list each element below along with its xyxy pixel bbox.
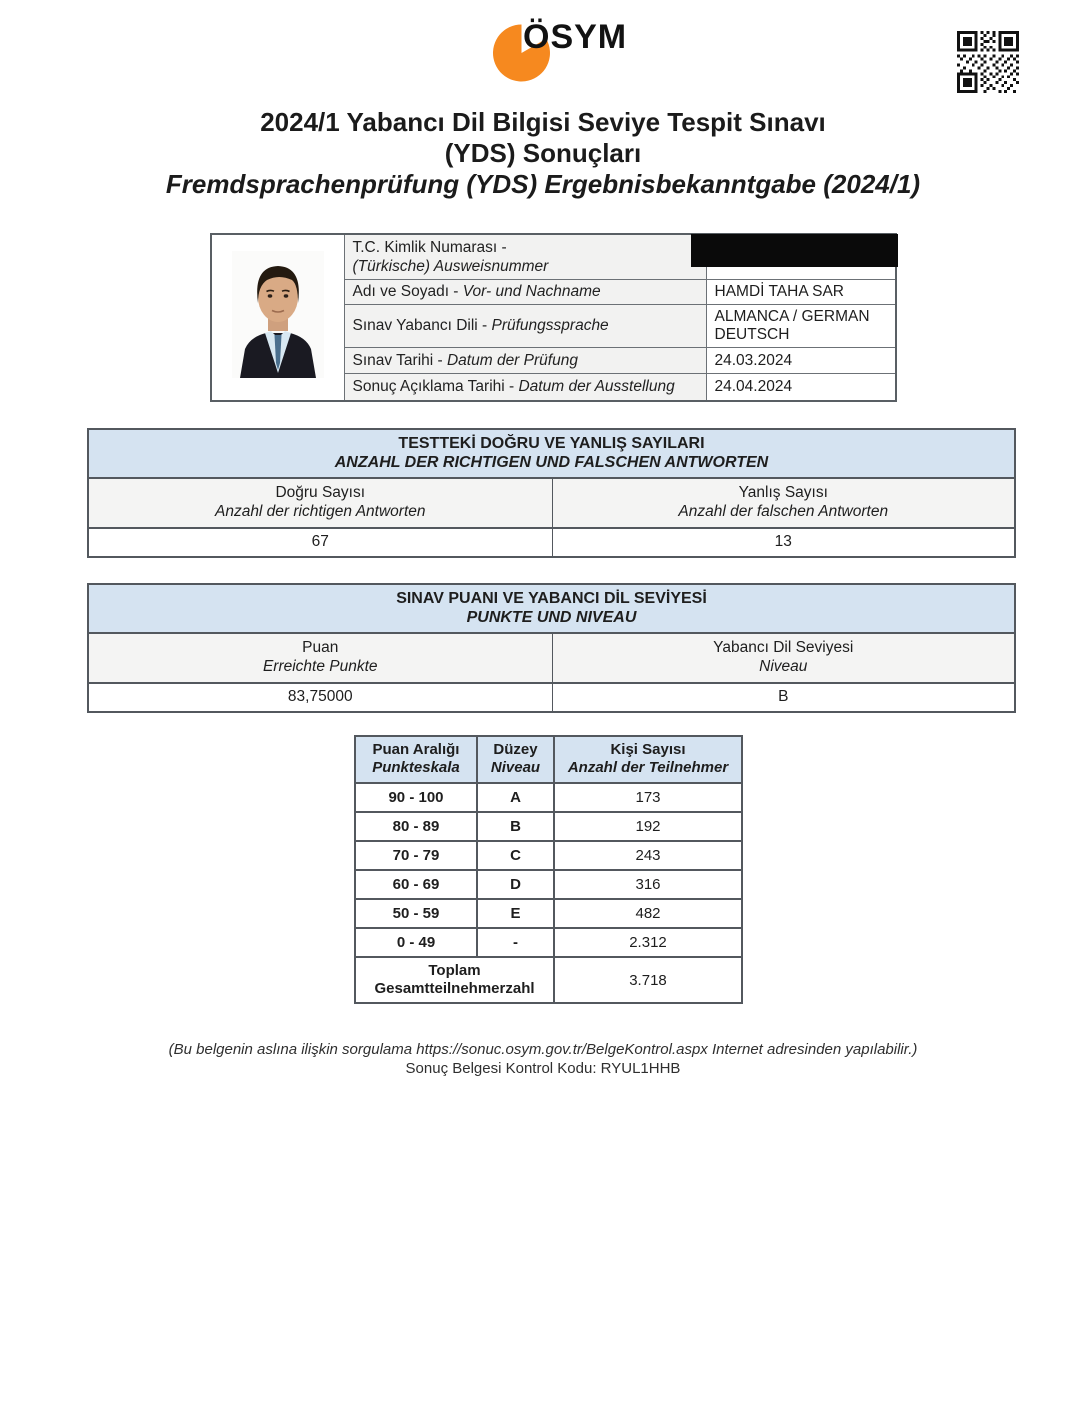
table-row: 50 - 59 E 482 [355,899,742,928]
personal-info-table [210,233,897,402]
value-id-number [706,234,896,280]
osym-logo [492,20,632,86]
label-result-date: Sonuç Açıklama Tarihi - Datum der Ausstellung [344,374,706,401]
candidate-photo [211,234,344,401]
statistics-table [354,735,743,1004]
title-line-2: (YDS) Sonuçları [444,138,642,168]
score-level-header: SINAV PUANI VE YABANCI DİL SEVİYESİ PUNKTE UND NIVEAU [89,585,1014,634]
label-exam-date: Sınav Tarihi - Datum der Prüfung [344,348,706,374]
score-level-table [87,583,1016,713]
value-exam-date: 24.03.2024 [706,348,896,374]
qr-code-icon [956,31,1020,93]
table-row: 70 - 79 C 243 [355,841,742,870]
value-name: HAMDİ TAHA SAR [706,280,896,305]
level-value: B [552,684,1015,711]
title-line-1: 2024/1 Yabancı Dil Bilgisi Seviye Tespit Sınavı [260,107,826,137]
table-row: 90 - 100 A 173 [355,783,742,812]
value-result-date: 24.04.2024 [706,374,896,401]
answers-table-header: TESTTEKİ DOĞRU VE YANLIŞ SAYILARI ANZAHL DER RICHTIGEN UND FALSCHEN ANTWORTEN [89,430,1014,479]
score-level-value-row [89,684,1014,711]
header-score-range: Puan Aralığı Punkteskala [355,736,477,783]
total-label: Toplam Gesamtteilnehmerzahl [355,957,554,1003]
score-label: Puan Erreichte Punkte [262,639,378,675]
control-code: Sonuç Belgesi Kontrol Kodu: RYUL1HHB [405,1060,681,1077]
verification-footer [0,1040,1086,1078]
portrait-photo-icon [227,251,329,378]
score-level-subheader-row [89,634,1014,684]
answers-value-row [89,529,1014,556]
correct-count-label: Doğru Sayısı Anzahl der richtigen Antworten [214,484,426,520]
level-label: Yabancı Dil Seviyesi Niveau [552,634,1015,682]
table-row: 80 - 89 B 192 [355,812,742,841]
score-value: 83,75000 [89,684,552,711]
document-title [0,107,1086,200]
label-exam-language: Sınav Yabancı Dili - Prüfungssprache [344,305,706,348]
table-row [211,234,896,280]
header-participants: Kişi Sayısı Anzahl der Teilnehmer [554,736,742,783]
personal-info-section [210,233,896,402]
table-row: 0 - 49 - 2.312 [355,928,742,957]
redacted-id-bar [691,234,898,267]
statistics-total-row [355,957,742,1003]
wrong-count-label: Yanlış Sayısı Anzahl der falschen Antworten [552,479,1015,527]
answers-subheader-row [89,479,1014,529]
wrong-count-value: 13 [552,529,1015,556]
statistics-section [354,735,743,1004]
header-level: Düzey Niveau [477,736,554,783]
verification-note: (Bu belgenin aslına ilişkin sorgulama https://sonuc.osym.gov.tr/BelgeKontrol.aspx Internet adresinden yapılabilir.) [168,1041,918,1058]
statistics-header-row [355,736,742,783]
total-count: 3.718 [554,957,742,1003]
label-name: Adı ve Soyadı - Vor- und Nachname [344,280,706,305]
label-id-number: T.C. Kimlik Numarası - (Türkische) Ausweisnummer [344,234,706,280]
answers-table [87,428,1016,558]
table-row: 60 - 69 D 316 [355,870,742,899]
logo-text: ÖSYM [523,18,628,56]
title-line-german: Fremdsprachenprüfung (YDS) Ergebnisbekanntgabe (2024/1) [165,169,921,199]
value-exam-language: ALMANCA / GERMAN DEUTSCH [706,305,896,348]
correct-count-value: 67 [89,529,552,556]
